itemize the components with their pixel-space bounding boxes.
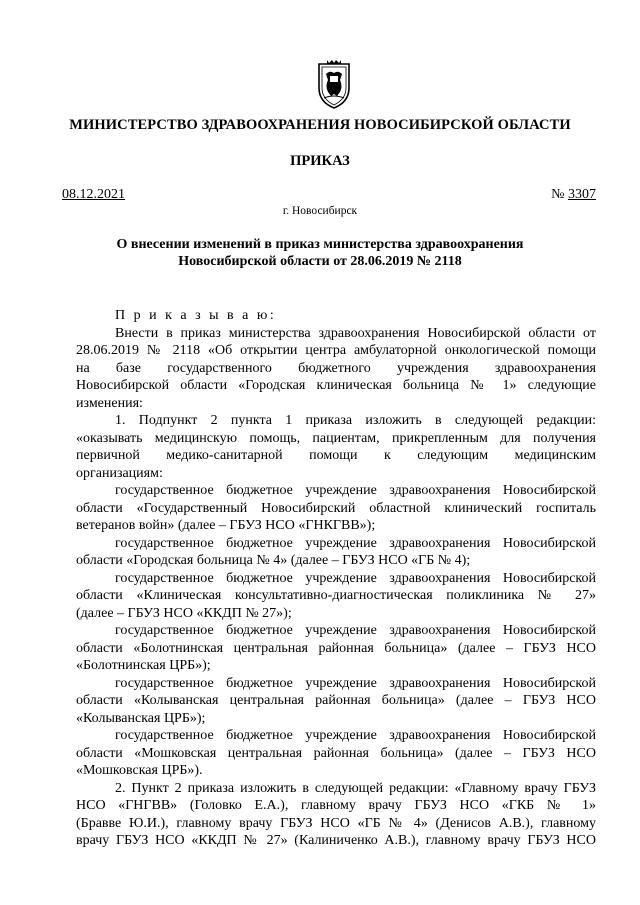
body-line: 2. Пункт 2 приказа изложить в следующей редакции: «Главному врачу ГБУЗ	[115, 780, 596, 796]
body-line: государственное бюджетное учреждение здравоохранения Новосибирской	[115, 728, 596, 743]
body-line: 28.06.2019 № 2118 «Об открытии центра амбулаторной онкологической помощи	[76, 343, 596, 358]
ministry-name: МИНИСТЕРСТВО ЗДРАВООХРАНЕНИЯ НОВОСИБИРСКОЙ ОБЛАСТИ	[69, 117, 571, 133]
body-line: области «Колыванская центральная районная больница» (далее – ГБУЗ НСО	[76, 693, 596, 708]
body-line: Новосибирской области «Городская клиническая больница № 1» следующие	[76, 378, 596, 393]
body-line: государственное бюджетное учреждение здравоохранения Новосибирской	[115, 483, 596, 498]
body-line: области «Городская больница № 4» (далее – ГБУЗ НСО «ГБ № 4);	[76, 553, 471, 568]
document-body	[76, 307, 596, 850]
body-line: «оказывать медицинскую помощь, пациентам, прикрепленным для получения	[76, 430, 596, 446]
body-line: «Колыванская ЦРБ»);	[76, 710, 206, 726]
body-line: области «Государственный Новосибирский областной клинический госпиталь	[76, 500, 596, 516]
body-line: государственное бюджетное учреждение здравоохранения Новосибирской	[115, 535, 596, 551]
body-line: (Бравве Ю.И.), главному врачу ГБУЗ НСО «ГБ № 4» (Денисов А.В.), главному	[76, 815, 596, 831]
body-line: (далее – ГБУЗ НСО «ККДП № 27»);	[76, 605, 292, 621]
order-date: 08.12.2021	[62, 187, 125, 202]
document-title	[0, 236, 640, 270]
order-directive: П р и к а з ы в а ю:	[115, 308, 277, 323]
body-line: НСО «ГНГВВ» (Головко Е.А.), главному врачу ГБУЗ НСО «ГКБ № 1»	[76, 798, 596, 813]
body-line: «Болотнинская ЦРБ»);	[76, 658, 211, 673]
body-line: области «Болотнинская центральная районная больница» (далее – ГБУЗ НСО	[76, 640, 596, 656]
body-line: организациям:	[76, 465, 163, 481]
body-line: Внести в приказ министерства здравоохранения Новосибирской области от	[115, 325, 596, 341]
body-line: государственное бюджетное учреждение здравоохранения Новосибирской	[115, 570, 596, 586]
document-type: ПРИКАЗ	[290, 153, 350, 169]
coat-of-arms-emblem	[316, 58, 352, 110]
body-line: изменения:	[76, 395, 143, 411]
body-line: ветеранов войн» (далее – ГБУЗ НСО «ГНКГВВ»);	[76, 518, 376, 533]
body-line: «Мошковская ЦРБ»).	[76, 763, 203, 778]
body-line: 1. Подпункт 2 пункта 1 приказа изложить в следующей редакции:	[115, 413, 596, 428]
order-number	[551, 187, 596, 203]
city: г. Новосибирск	[282, 205, 358, 217]
document-title-line: О внесении изменений в приказ министерства здравоохранения	[116, 237, 524, 252]
order-number-value: 3307	[568, 187, 596, 202]
body-line: врачу ГБУЗ НСО «ККДП № 27» (Калиниченко А.В.), главному врачу ГБУЗ НСО	[76, 833, 596, 848]
body-line: на базе государственного бюджетного учреждения здравоохранения	[76, 360, 596, 376]
body-line: государственное бюджетное учреждение здравоохранения Новосибирской	[115, 623, 596, 638]
body-line: области «Клиническая консультативно-диагностическая поликлиника № 27»	[76, 588, 596, 603]
body-line: первичной медико-санитарной помощи к следующим медицинским	[76, 448, 596, 463]
body-line: области «Мошковская центральная районная больница» (далее – ГБУЗ НСО	[76, 745, 596, 761]
document-title-line: Новосибирской области от 28.06.2019 № 2118	[178, 254, 462, 269]
order-number-prefix: №	[551, 187, 565, 202]
body-line: государственное бюджетное учреждение здравоохранения Новосибирской	[115, 675, 596, 691]
